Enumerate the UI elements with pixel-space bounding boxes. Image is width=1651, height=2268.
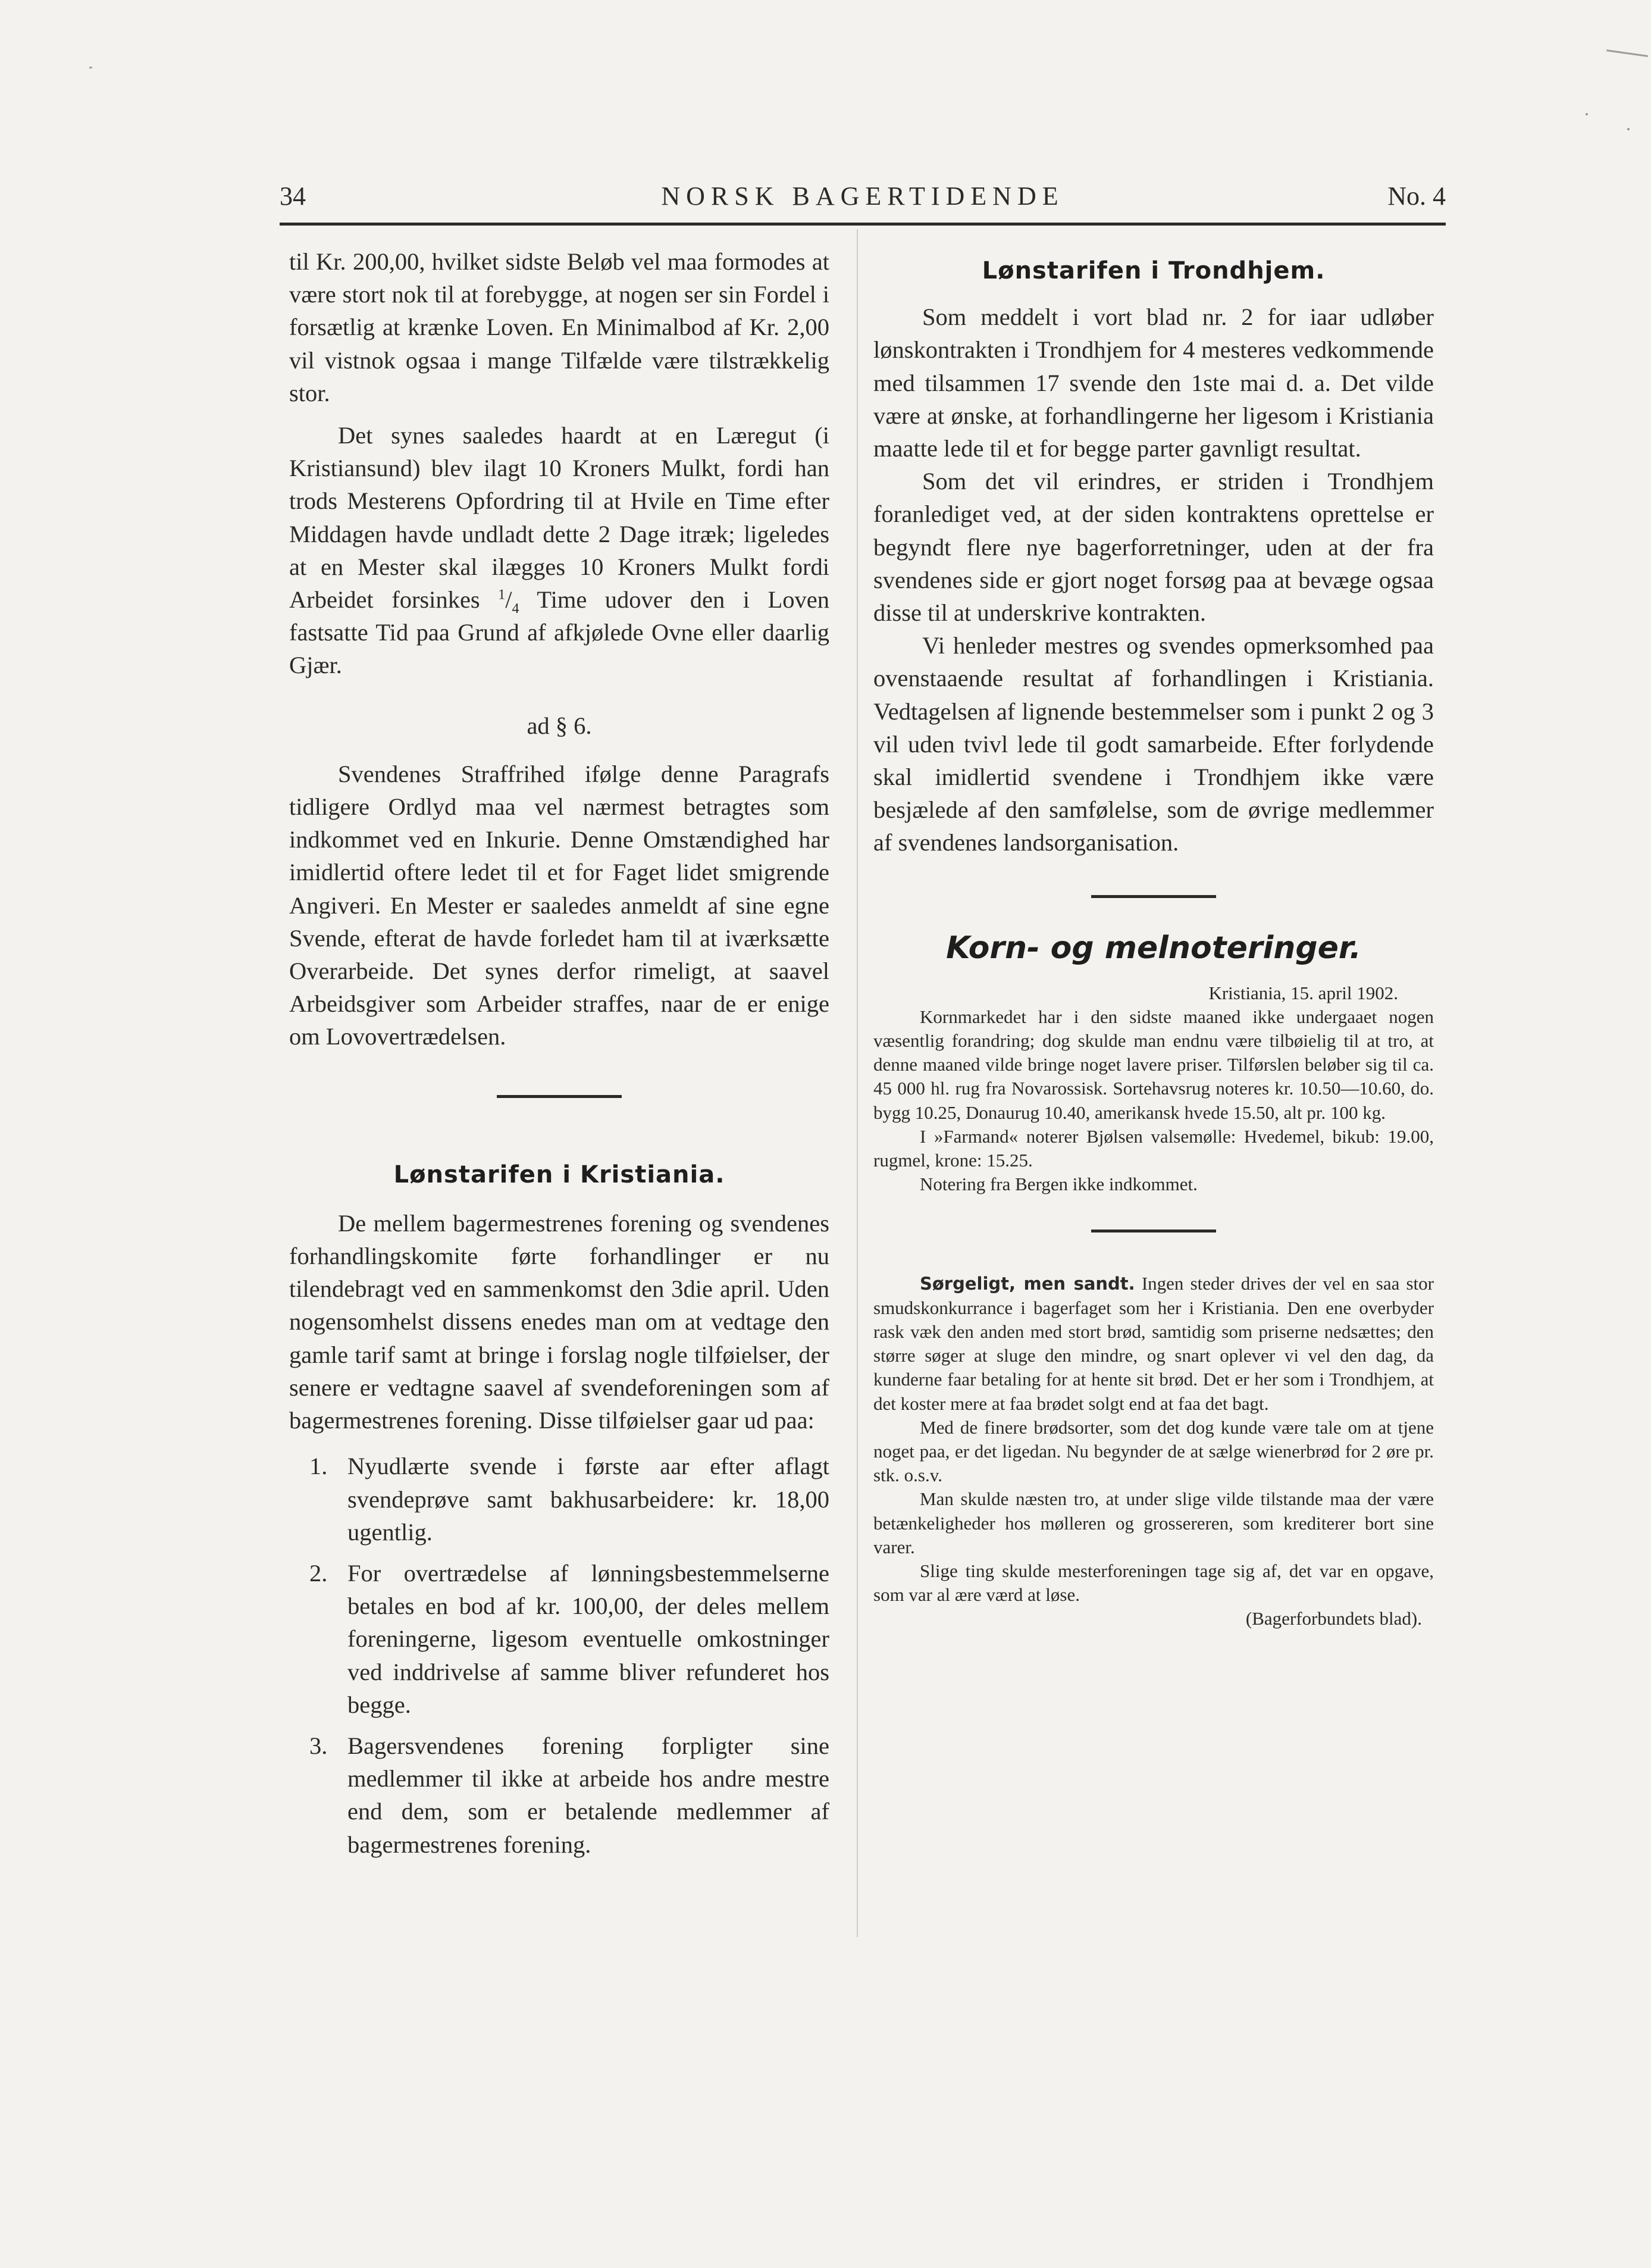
paragraph-laeregut-text-a: Det synes saaledes haardt at en Læregut (i Kristiansund) blev ilagt 10 Kroners Mulkt, fordi han trods Mesterens Opfordring til at Hvile en Time efter Middagen havde undladt dette 2 Dage itræk; ligeledes at en Mester skal ilægges 10 Kroners Mulkt fordi Arbeidet forsinkes [289, 422, 829, 614]
column-divider [857, 229, 858, 1937]
page-number: 34 [280, 182, 306, 211]
heading-korn-melnoteringer: Korn- og melnoteringer. [946, 930, 1361, 966]
paragraph-trondhjem-2: Som det vil erindres, er striden i Trondhjem foranlediget ved, at der siden kontraktens oprettelse er begyndt flere nye bagerforretninger, uden at der fra svendenes side er gjort noget forsøg paa at bevæge ogsaa disse til at underskrive kontrakten. [873, 468, 1434, 627]
list-item-number: 1. [309, 1453, 328, 1480]
article-lead-text: Ingen steder drives der vel en saa stor smudskonkurrance i bagerfaget som her i Kristiania. Den ene overbyder rask væk den anden med stort brød, samtidig som priserne nedsættes; den større søger at sluge den mindre, og snart oplever vi vel den dag, da kunderne faar betaling for at hente sit brød. Det er her som i Trondhjem, at det koster mere at faa brødet solgt end at faa det bagt. [873, 1273, 1434, 1414]
paragraph-laeregut [289, 419, 829, 682]
paragraph-trondhjem-3: Vi henleder mestres og svendes opmerksomhed paa ovenstaaende resultat af forhandlingen i Kristiania. Vedtagelsen af lignende bestemmelser som i punkt 2 og 3 vil uden tvivl lede til godt samarbeide. Efter forlydende skal imidlertid svendene i Trondhjem ikke være besjælede af den samfølelse, som de øvrige medlemmer af svendenes landsorganisation. [873, 632, 1434, 856]
article-sorgeligt [873, 1272, 1434, 1631]
article-source: (Bagerforbundets blad). [1245, 1608, 1422, 1629]
article-paragraph: Man skulde næsten tro, at under slige vilde tilstande maa der være betænkeligheder hos mølleren og grossereren, som krediterer bort sine varer. [873, 1488, 1434, 1557]
scan-mark [1606, 49, 1648, 57]
header-rule [280, 223, 1446, 226]
issue-number: No. 4 [1387, 182, 1446, 211]
dateline: Kristiania, 15. april 1902. [1208, 982, 1398, 1003]
list-item-number: 2. [309, 1559, 328, 1587]
list-item-number: 3. [309, 1732, 328, 1759]
list-item [289, 1729, 829, 1861]
fraction-denominator: 4 [512, 601, 519, 617]
right-column [873, 245, 1434, 1631]
market-paragraph: Notering fra Bergen ikke indkommet. [920, 1174, 1198, 1195]
list-item [289, 1450, 829, 1549]
separator-rule [1091, 1230, 1216, 1232]
page-header [280, 176, 1446, 213]
market-report [873, 981, 1434, 1197]
heading-lonstarifen-kristiania: Lønstarifen i Kristiania. [393, 1160, 725, 1188]
market-paragraph: Kornmarkedet har i den sidste maaned ikke undergaaet nogen væsentlig forandring; dog skulde man endnu være tilbøielig til at tro, at denne maaned vilde bringe noget lavere priser. Tilførslen beløber sig til ca. 45 000 hl. rug fra Novarossisk. Sortehavsrug noteres kr. 10.50—10.60, do. bygg 10.25, Donaurug 10.40, amerikansk hvede 15.50, alt pr. 100 kg. [873, 1006, 1434, 1123]
scan-speck [89, 67, 92, 68]
publication-title: NORSK BAGERTIDENDE [661, 182, 1064, 211]
market-paragraph: I »Farmand« noterer Bjølsen valsemølle: Hvedemel, bikub: 19.00, rugmel, krone: 15.25. [873, 1125, 1434, 1171]
article-lead: Sørgeligt, men sandt. [920, 1274, 1135, 1294]
numbered-list [289, 1450, 829, 1860]
section-heading: ad § 6. [527, 712, 592, 739]
list-item-text: Nyudlærte svende i første aar efter aflagt svendeprøve samt bakhusarbeidere: kr. 18,00 ugentlig. [347, 1453, 829, 1546]
paragraph-laeregut-text-b: Time udover den i Loven fastsatte Tid paa Grund af afkjølede Ovne eller daarlig Gjær. [289, 586, 829, 679]
left-column [289, 245, 829, 1861]
article-paragraph [873, 1272, 1434, 1415]
article-paragraph: Med de finere brødsorter, som det dog kunde være tale om at tjene noget paa, er det ligedan. Nu begynder de at sælge wienerbrød for 2 øre pr. stk. o.s.v. [873, 1416, 1434, 1486]
separator-rule [497, 1095, 622, 1098]
paragraph-trondhjem-1: Som meddelt i vort blad nr. 2 for iaar udløber lønskontrakten i Trondhjem for 4 mesteres vedkommende med tilsammen 17 svende den 1ste mai d. a. Det vilde være at ønske, at forhandlingerne her ligesom i Kristiania maatte lede til et for begge parter gavnligt resultat. [873, 304, 1434, 462]
paragraph-forhandlinger: De mellem bagermestrenes forening og svendenes forhandlingskomite førte forhandlinger er nu tilendebragt ved en sammenkomst den 3die april. Uden nogensomhelst dissens enedes man om at vedtage den gamle tarif samt at bringe i forslag nogle tilføielser, der senere er vedtagne saavel af svendeforeningen som af bagermestrenes forening. Disse tilføielser gaar ud paa: [289, 1209, 829, 1434]
separator-rule [1091, 895, 1216, 898]
fraction-quarter: $^1/_4$ [498, 586, 519, 617]
list-item-text: Bagersvendenes forening forpligter sine medlemmer til ikke at arbeide hos andre mestre end dem, som er betalende medlemmer af bagermestrenes forening. [347, 1732, 829, 1858]
paragraph-continued: til Kr. 200,00, hvilket sidste Beløb vel maa formodes at være stort nok til at forebygge, at nogen ser sin Fordel i forsætlig at krænke Loven. En Minimalbod af Kr. 2,00 vil vistnok ogsaa i mange Tilfælde være tilstrækkelig stor. [289, 248, 829, 406]
list-item-text: For overtrædelse af lønningsbestemmelserne betales en bod af kr. 100,00, der deles mellem foreningerne, ligesom eventuelle omkostninger ved inddrivelse af samme bliver refunderet hos begge. [347, 1559, 829, 1718]
list-item [289, 1557, 829, 1721]
heading-lonstarifen-trondhjem: Lønstarifen i Trondhjem. [982, 257, 1326, 284]
fraction-numerator: 1 [498, 587, 506, 603]
scan-speck [1586, 113, 1588, 115]
paragraph-straffrihed: Svendenes Straffrihed ifølge denne Paragrafs tidligere Ordlyd maa vel nærmest betragtes som indkommet ved en Inkurie. Denne Omstændighed har imidlertid oftere ledet til et for Faget lidet smigrende Angiveri. En Mester er saaledes anmeldt af sine egne Svende, efterat de havde forledet ham til at iværksætte Overarbeide. Det synes derfor rimeligt, at saavel Arbeidsgiver som Arbeider straffes, naar de er enige om Lovovertrædelsen. [289, 760, 829, 1050]
article-paragraph: Slige ting skulde mesterforeningen tage sig af, det var en opgave, som var al ære værd at løse. [873, 1560, 1434, 1606]
scan-speck [1627, 128, 1630, 130]
